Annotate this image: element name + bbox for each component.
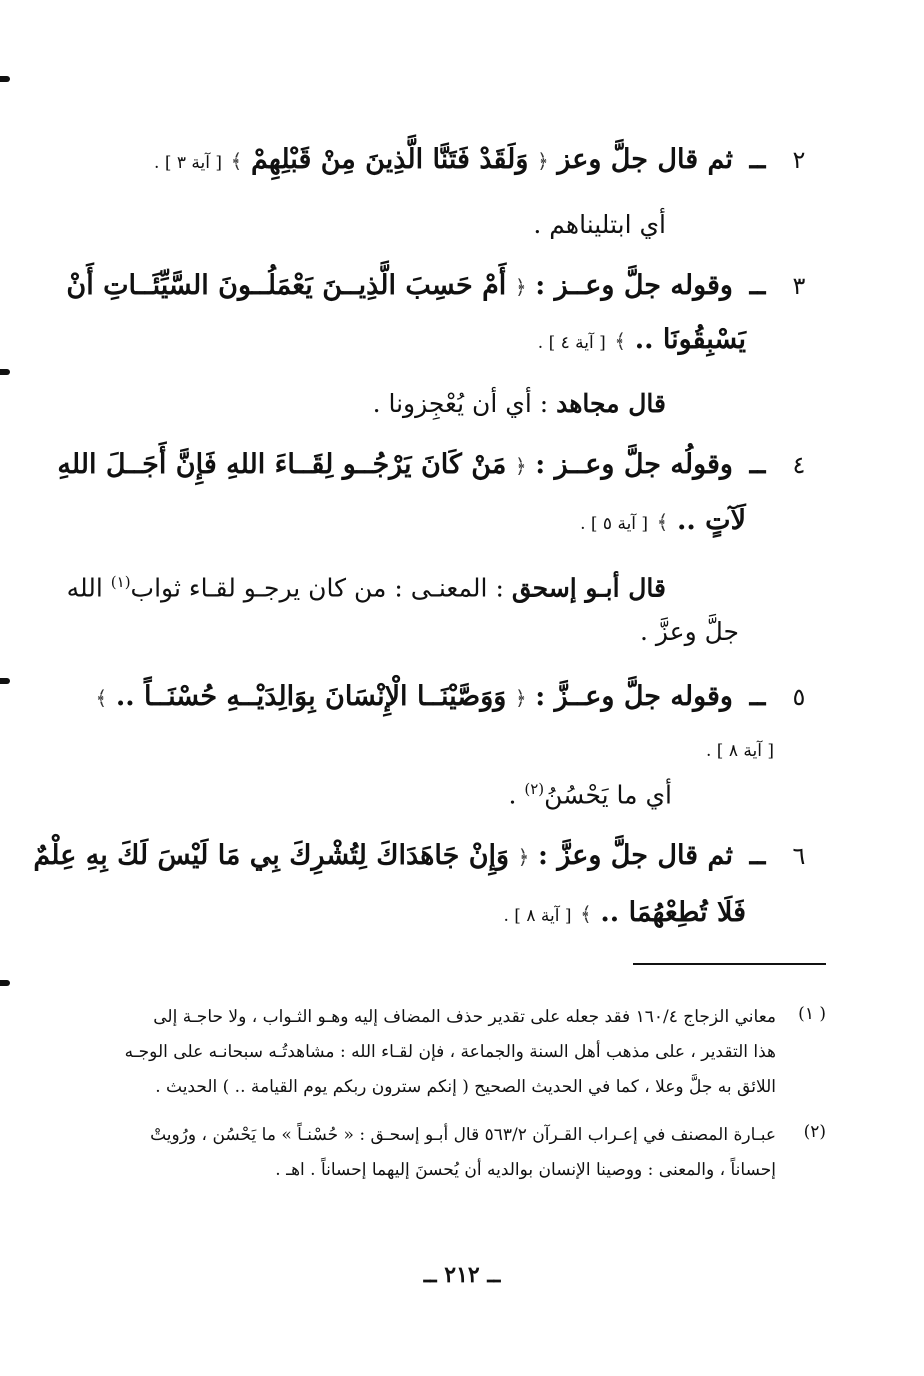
item-6-line-1 [33,836,824,877]
item-intro: ثم قال جلَّ وعز [557,144,733,175]
item-4-line-2 [580,501,746,544]
scan-edge-mark [0,678,10,684]
ayah-reference: [ آية ٨ ] . [706,741,774,761]
scan-edge-mark [0,980,10,986]
comment-text: الله [66,573,103,603]
item-number: ٦ [792,842,806,870]
ayah-text: وَوَصَّيْنَــا الْإِنْسَانَ بِوَالِدَيْــهِ حُسْنَــاً .. [115,681,507,712]
item-intro: وقوله جلَّ وعــزَّ : [535,681,733,712]
item-6-line-2 [504,893,747,936]
ornament-close-icon: ﴾ [656,510,669,534]
comment-author: قال مجاهد [556,389,666,418]
item-2-comment: أي ابتليناهم . [533,210,666,239]
item-number: ٥ [792,683,806,711]
footnote-2-line-2: إحساناً ، والمعنى : ووصينا الإنسان بوالديه أن يُحسنَ إليهما إحساناً . اهـ . [275,1160,776,1180]
item-5-comment [508,769,672,815]
footnote-1-line-3: اللائق به جلَّ وعلا ، كما في الحديث الصحيح ( إنكم سترون ربكم يوم القيامة .. ) الحديث . [155,1077,776,1097]
comment-author: قال أبـو إسحق [511,573,666,603]
item-intro: وقولُه جلَّ وعــز : [535,449,733,480]
ornament-open-icon: ﴿ [517,845,530,869]
item-dash: ــ [749,840,766,871]
item-3-comment [373,384,666,424]
footnote-2-number: (٢) [803,1122,826,1142]
item-number: ٣ [792,272,806,300]
comment-text: . [508,780,517,810]
item-5-line-1 [96,677,824,718]
item-4-line-1 [57,445,824,486]
page-number: ــ ٢١٢ ــ [423,1262,501,1288]
ayah-text: فَلَا تُطِعْهُمَا .. [600,897,746,928]
item-4-comment-line-2: جلَّ وعزَّ . [639,617,739,646]
footnote-2-line-1: عبـارة المصنف في إعـراب القـرآن ٥٦٣/٢ قال أبـو إسحـق : « حُسْنـاً » ما يَحْسُن ، ورُويتْ [150,1125,776,1145]
item-3-line-2 [538,320,746,363]
comment-text: : أي أن يُعْجِزونا . [372,389,549,418]
item-number: ٢ [792,146,806,174]
ornament-open-icon: ﴿ [514,686,527,710]
scan-edge-mark [0,76,10,82]
ornament-close-icon: ﴾ [580,902,592,926]
item-dash: ــ [749,144,766,175]
item-2-line-1 [154,140,824,183]
ayah-text: وَلَقَدْ فَتَنَّا الَّذِينَ مِنْ قَبْلِهِمْ [250,144,529,175]
ornament-close-icon: ﴾ [230,149,243,173]
ornament-open-icon: ﴿ [514,275,527,299]
ayah-reference: [ آية ٥ ] . [580,514,649,534]
footnote-1-line-1: معاني الزجاج ١٦٠/٤ فقد جعله على تقدير حذف المضاف إليه وهـو الثـواب ، ولا حاجـة إلى [153,1007,776,1027]
ornament-open-icon: ﴿ [537,149,549,173]
ornament-close-icon: ﴾ [95,686,108,710]
item-intro: ثم قال جلَّ وعزَّ : [537,840,733,871]
item-intro: وقوله جلَّ وعــز : [535,270,733,301]
footnote-reference: (٢) [524,780,545,798]
item-3-line-1 [66,266,824,307]
item-number: ٤ [792,451,806,479]
item-dash: ــ [749,681,766,712]
comment-text: أي ما يَحْسُنُ [544,780,672,810]
scan-edge-mark [0,369,10,375]
ayah-text: مَنْ كَانَ يَرْجُــو لِقَــاءَ اللهِ فَإِنَّ أَجَــلَ اللهِ [57,449,507,480]
ayah-text: يَسْبِقُونَا .. [634,324,746,355]
footnote-separator [633,963,826,965]
ayah-reference: [ آية ٤ ] . [537,333,606,353]
ayah-reference: [ آية ٣ ] . [154,153,223,173]
footnote-1-line-2: هذا التقدير ، على مذهب أهل السنة والجماعة ، فإن لقـاء الله : مشاهدتُـه سبحانـه على الوجـه [124,1042,776,1062]
comment-text: : المعنـى : من كان يرجـو لقـاء ثواب [130,573,504,603]
ayah-text: لَآتٍ .. [676,505,746,536]
footnote-reference: (١) [110,573,131,591]
item-dash: ــ [749,270,766,301]
item-5-line-2 [706,728,774,771]
ornament-open-icon: ﴿ [514,454,527,478]
ayah-text: أَمْ حَسِبَ الَّذِيــنَ يَعْمَلُــونَ السَّيِّئَــاتِ أَنْ [66,270,507,301]
item-4-comment-line-1 [67,562,666,608]
footnote-1-number: ( ١) [798,1004,826,1024]
ayah-reference: [ آية ٨ ] . [503,906,572,926]
ornament-close-icon: ﴾ [614,329,627,353]
item-dash: ــ [749,449,766,480]
ayah-text: وَإِنْ جَاهَدَاكَ لِتُشْرِكَ بِي مَا لَيْسَ لَكَ بِهِ عِلْمٌ [33,840,510,871]
